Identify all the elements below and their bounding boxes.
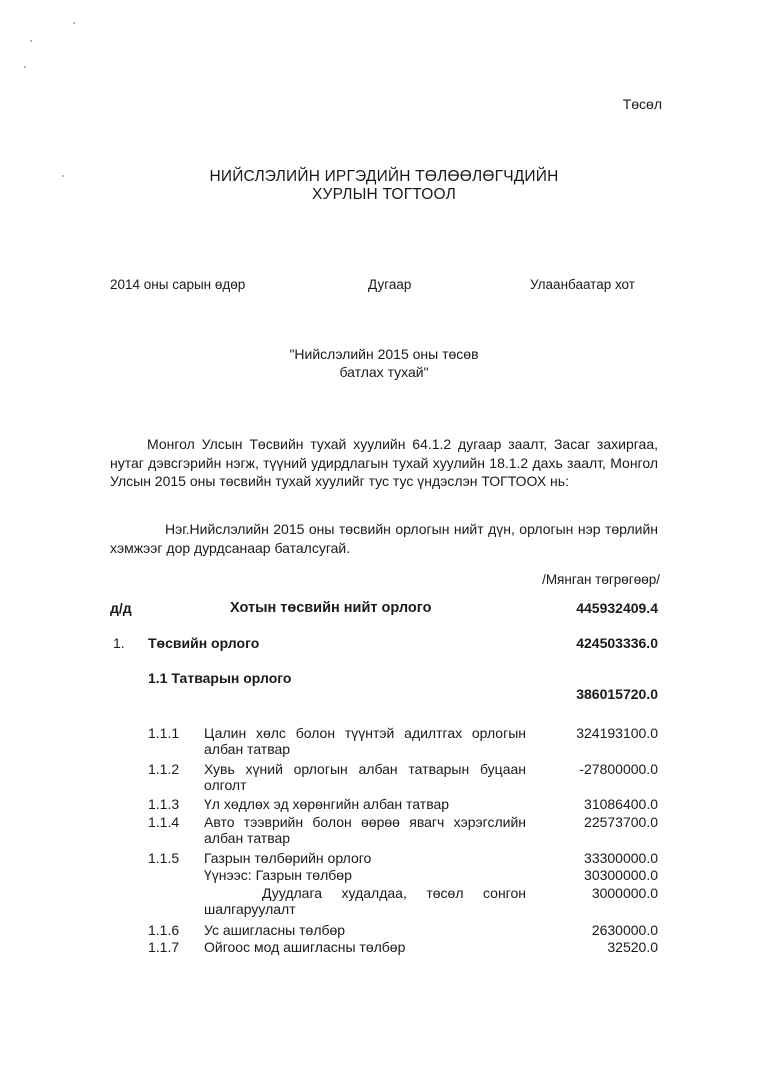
total-revenue-label: Хотын төсвийн нийт орлого [230, 600, 432, 616]
section-value: 424503336.0 [576, 635, 658, 651]
unit-label: /Мянган төгрөгөөр/ [542, 572, 660, 587]
item-value: 33300000.0 [584, 850, 658, 866]
resolution-place: Улаанбаатар хот [530, 277, 635, 292]
item-value: 31086400.0 [584, 796, 658, 812]
item-number: 1.1.4 [148, 814, 180, 830]
scan-speck [30, 40, 32, 42]
section-label: Төсвийн орлого [148, 635, 260, 651]
draft-label: Төсөл [622, 96, 662, 112]
item-number: 1.1.2 [148, 761, 180, 777]
subsection-label: 1.1 Татварын орлого [148, 670, 292, 686]
item-value: -27800000.0 [579, 761, 658, 777]
item-number: 1.1.6 [148, 922, 180, 938]
item-value: 3000000.0 [591, 885, 658, 901]
council-title: НИЙСЛЭЛИЙН ИРГЭДИЙН ТӨЛӨӨЛӨГЧДИЙН [209, 168, 559, 185]
scan-speck [24, 66, 26, 68]
item-sublabel: Дуудлага худалдаа, төсөл сонгон шалгаруулалт [204, 885, 526, 917]
item-label: Хувь хүний орлогын албан татварын буцаан олголт [204, 761, 526, 793]
item-value: 2630000.0 [591, 922, 658, 938]
column-index-header: д/д [110, 600, 132, 616]
item-number: 1.1.7 [148, 939, 180, 955]
item-label: Цалин хөлс болон түүнтэй адилтгах орлогын албан татвар [204, 725, 526, 757]
item-value: 324193100.0 [576, 725, 658, 741]
item-label: Үл хөдлөх эд хөрөнгийн албан татвар [204, 796, 450, 812]
section-number: 1. [113, 635, 125, 651]
total-revenue-value: 445932409.4 [576, 600, 658, 616]
resolution-date: 2014 оны сарын өдөр [110, 277, 246, 292]
article-one-paragraph: Нэг.Нийслэлийн 2015 оны төсвийн орлогын нийт дүн, орлогын нэр төрлийн хэмжээг дор дурдсанаар баталсугай. [110, 521, 658, 556]
item-value: 30300000.0 [584, 867, 658, 883]
item-number: 1.1.1 [148, 725, 180, 741]
subsection-value: 386015720.0 [576, 686, 658, 702]
item-number: 1.1.5 [148, 850, 180, 866]
resolution-title: ХУРЛЫН ТОГТООЛ [312, 186, 456, 203]
item-label: Газрын төлбөрийн орлого [204, 850, 372, 866]
scan-speck [73, 22, 75, 24]
subject-line-2: батлах тухай" [339, 364, 429, 380]
item-value: 32520.0 [607, 939, 658, 955]
item-label: Авто тээврийн болон өөрөө явагч хэрэгслийн албан татвар [204, 814, 526, 846]
item-label: Ойгоос мод ашигласны төлбөр [204, 939, 406, 955]
item-label: Ус ашигласны төлбөр [204, 922, 346, 938]
item-sublabel: Үүнээс: Газрын төлбөр [204, 867, 352, 883]
item-number: 1.1.3 [148, 796, 180, 812]
resolution-number-label: Дугаар [368, 277, 412, 292]
preamble-paragraph: Монгол Улсын Төсвийн тухай хуулийн 64.1.2 дугаар заалт, Засаг захиргаа, нутаг дэвсгэрийн нэгж, түүний удирдлагын тухай хуулийн 18.1.2 дахь заалт, Монгол Улсын 2015 оны төсвийн тухай хуулийг тус тус үндэслэн ТОГТООХ нь: [110, 436, 658, 489]
subject-line-1: "Нийслэлийн 2015 оны төсөв [289, 346, 479, 362]
item-value: 22573700.0 [584, 814, 658, 830]
